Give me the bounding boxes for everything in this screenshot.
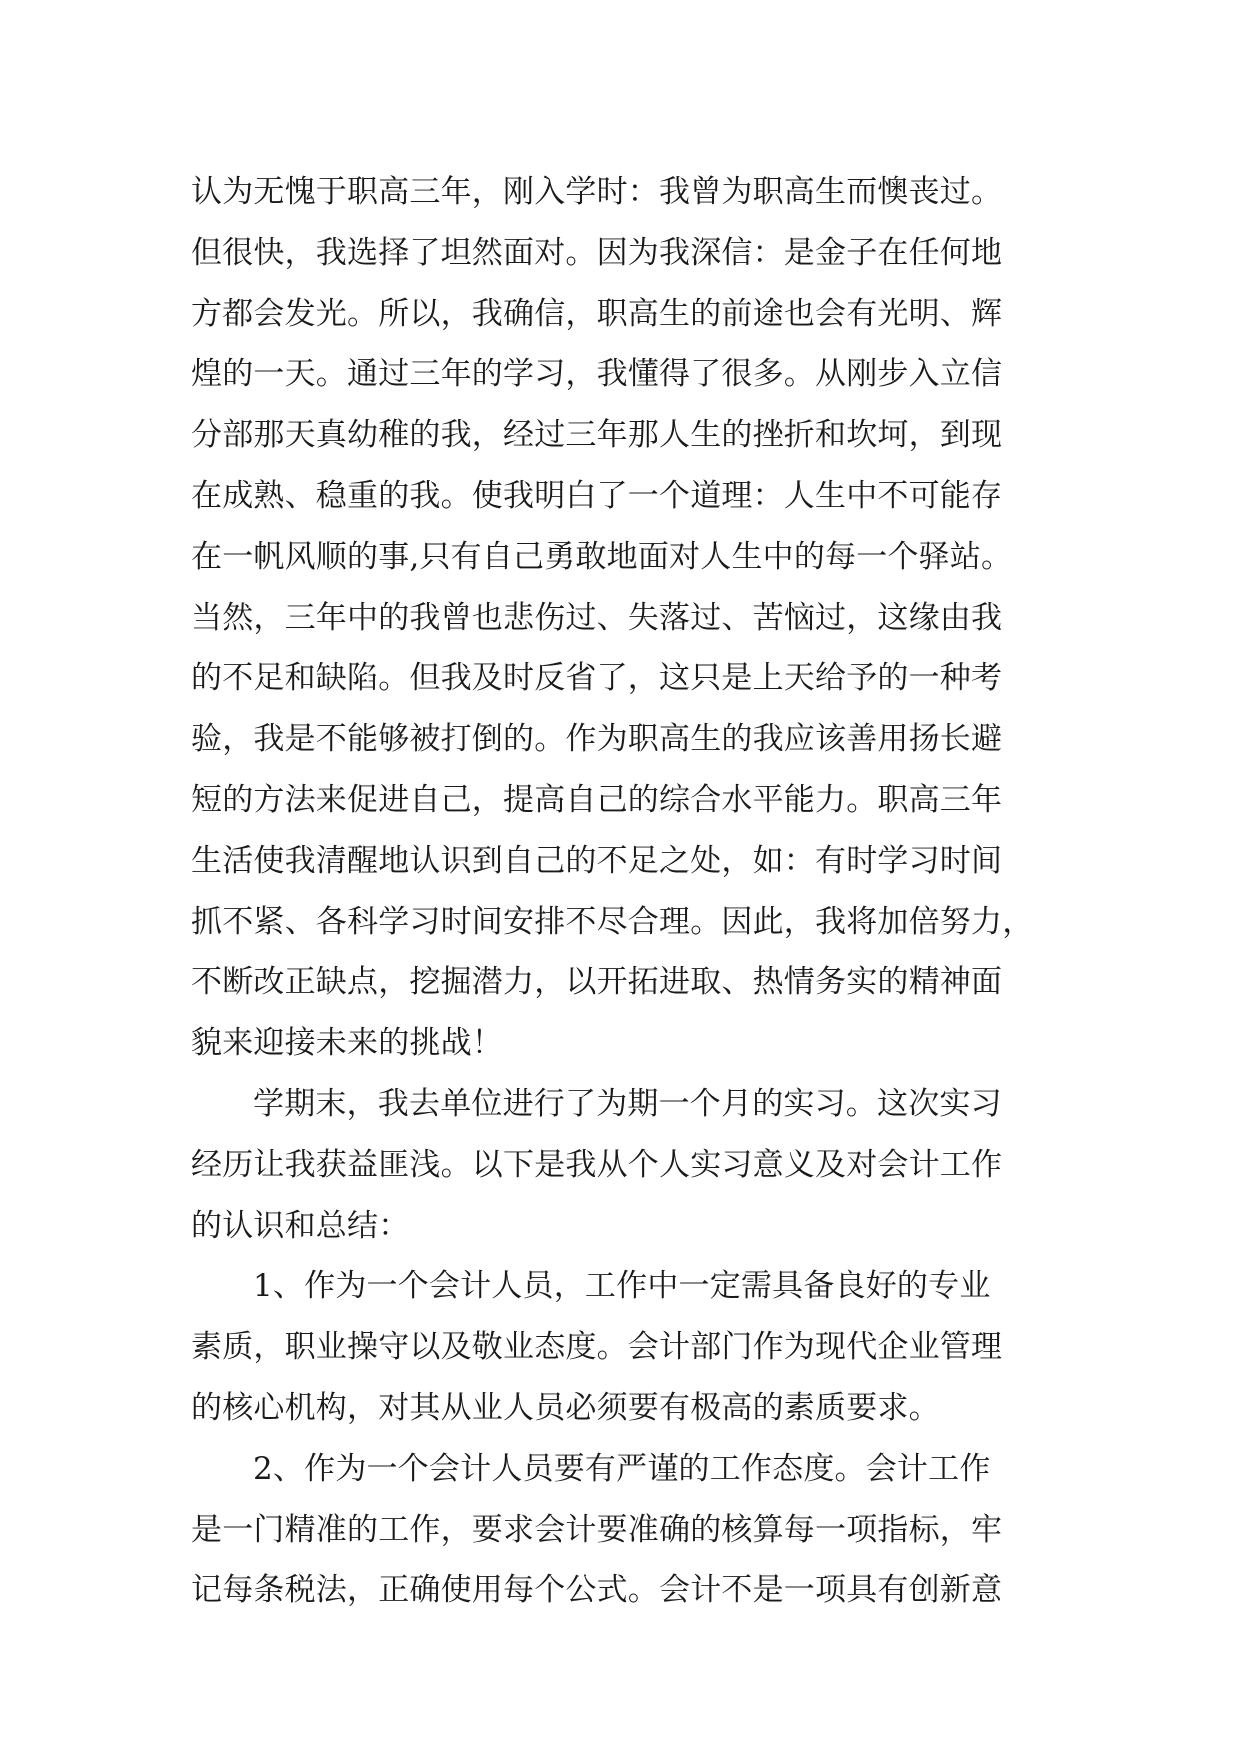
paragraph-1-line-3: 方都会发光。所以，我确信，职高生的前途也会有光明、辉 — [191, 295, 1003, 332]
paragraph-1-line-10: 验，我是不能够被打倒的。作为职高生的我应该善用扬长避 — [191, 721, 1003, 758]
paragraph-2-line-1: 学期末，我去单位进行了为期一个月的实习。这次实习 — [253, 1085, 1002, 1122]
paragraph-1-line-1: 认为无愧于职高三年，刚入学时：我曾为职高生而懊丧过。 — [191, 174, 1003, 210]
paragraph-1-line-15: 貌来迎接未来的挑战！ — [191, 1025, 503, 1062]
paragraph-1-line-6: 在成熟、稳重的我。使我明白了一个道理：人生中不可能存 — [191, 477, 1003, 514]
paragraph-1-line-2: 但很快，我选择了坦然面对。因为我深信：是金子在任何地 — [191, 234, 1003, 271]
paragraph-1-line-7: 在一帆风顺的事,只有自己勇敢地面对人生中的每一个驿站。 — [191, 538, 1013, 575]
paragraph-1-line-9: 的不足和缺陷。但我及时反省了，这只是上天给予的一种考 — [191, 660, 1003, 697]
paragraph-4-line-2: 是一门精准的工作，要求会计要准确的核算每一项指标，牢 — [191, 1511, 1003, 1548]
paragraph-1-line-11: 短的方法来促进自己，提高自己的综合水平能力。职高三年 — [191, 781, 1003, 818]
paragraph-1-line-12: 生活使我清醒地认识到自己的不足之处，如：有时学习时间 — [191, 842, 1003, 879]
paragraph-3-line-3: 的核心机构，对其从业人员必须要有极高的素质要求。 — [191, 1389, 940, 1426]
paragraph-1-line-13: 抓不紧、各科学习时间安排不尽合理。因此，我将加倍努力， — [191, 903, 1034, 940]
paragraph-1-line-5: 分部那天真幼稚的我，经过三年那人生的挫折和坎坷，到现 — [191, 417, 1003, 454]
paragraph-3-line-2: 素质，职业操守以及敬业态度。会计部门作为现代企业管理 — [191, 1329, 1003, 1366]
paragraph-1-line-8: 当然，三年中的我曾也悲伤过、失落过、苦恼过，这缘由我 — [191, 599, 1003, 636]
paragraph-2-line-3: 的认识和总结： — [191, 1207, 410, 1244]
paragraph-3-line-1: 1、作为一个会计人员，工作中一定需具备良好的专业 — [253, 1268, 991, 1305]
paragraph-2-line-2: 经历让我获益匪浅。以下是我从个人实习意义及对会计工作 — [191, 1146, 1003, 1183]
paragraph-1-line-4: 煌的一天。通过三年的学习，我懂得了很多。从刚步入立信 — [191, 356, 1003, 393]
paragraph-4-line-3: 记每条税法，正确使用每个公式。会计不是一项具有创新意 — [191, 1572, 1003, 1609]
paragraph-1-line-14: 不断改正缺点，挖掘潜力，以开拓进取、热情务实的精神面 — [191, 964, 1003, 1001]
paragraph-4-line-1: 2、作为一个会计人员要有严谨的工作态度。会计工作 — [253, 1450, 991, 1487]
document-body — [191, 162, 1071, 1621]
